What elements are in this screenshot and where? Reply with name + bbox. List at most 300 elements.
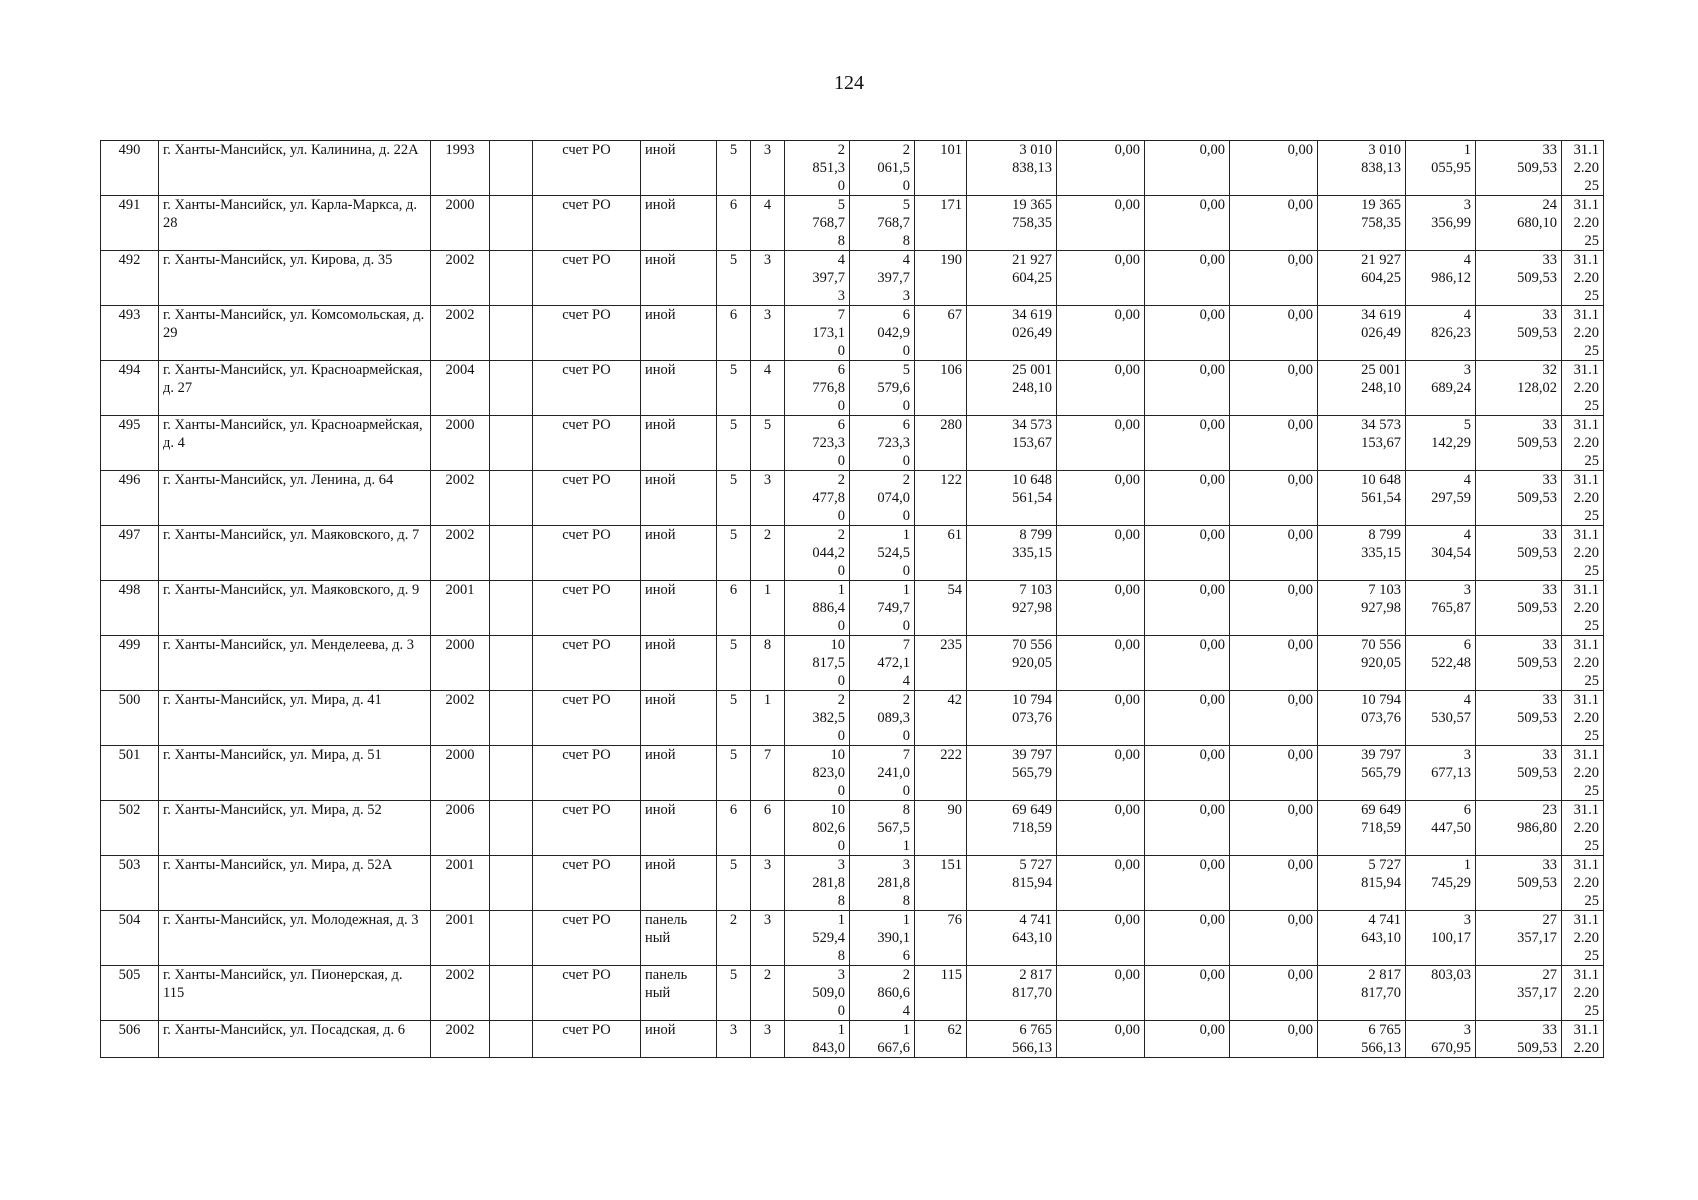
cost-b-cell: 0,00: [1145, 1021, 1230, 1058]
cost-c-cell: 0,00: [1230, 911, 1318, 966]
fund-method-cell: счет РО: [533, 526, 641, 581]
residents-cell: 280: [915, 416, 967, 471]
deadline-cell: 31.1 2.20 25: [1562, 746, 1604, 801]
wall-material-cell: иной: [641, 306, 717, 361]
total-cost-cell: 2 817 817,70: [967, 966, 1057, 1021]
address-cell: г. Ханты-Мансийск, ул. Менделеева, д. 3: [159, 636, 431, 691]
living-area-cell: 5 579,6 0: [850, 361, 915, 416]
fund-method-cell: счет РО: [533, 966, 641, 1021]
deadline-cell: 31.1 2.20 25: [1562, 306, 1604, 361]
residents-cell: 67: [915, 306, 967, 361]
cost-d-cell: 7 103 927,98: [1318, 581, 1406, 636]
limit-cost-cell: 33 509,53: [1476, 306, 1562, 361]
address-cell: г. Ханты-Мансийск, ул. Мира, д. 52А: [159, 856, 431, 911]
fund-method-cell: счет РО: [533, 196, 641, 251]
year-cell: 2002: [431, 1021, 490, 1058]
floors-cell: 6: [717, 196, 751, 251]
floors-cell: 5: [717, 691, 751, 746]
cost-d-cell: 5 727 815,94: [1318, 856, 1406, 911]
floors-cell: 5: [717, 746, 751, 801]
unit-cost-cell: 3 677,13: [1406, 746, 1476, 801]
floors-cell: 5: [717, 416, 751, 471]
table-row: [101, 306, 1604, 361]
unit-cost-cell: 3 765,87: [1406, 581, 1476, 636]
cost-a-cell: 0,00: [1057, 746, 1145, 801]
entrances-cell: 3: [751, 141, 785, 196]
table-row: [101, 911, 1604, 966]
total-area-cell: 6 723,3 0: [785, 416, 850, 471]
entrances-cell: 5: [751, 416, 785, 471]
address-cell: г. Ханты-Мансийск, ул. Красноармейская, д. 27: [159, 361, 431, 416]
empty-cell: [490, 636, 533, 691]
cost-a-cell: 0,00: [1057, 361, 1145, 416]
cost-b-cell: 0,00: [1145, 691, 1230, 746]
limit-cost-cell: 33 509,53: [1476, 581, 1562, 636]
unit-cost-cell: 4 986,12: [1406, 251, 1476, 306]
floors-cell: 6: [717, 801, 751, 856]
total-cost-cell: 39 797 565,79: [967, 746, 1057, 801]
address-cell: г. Ханты-Мансийск, ул. Маяковского, д. 9: [159, 581, 431, 636]
wall-material-cell: иной: [641, 141, 717, 196]
deadline-cell: 31.1 2.20 25: [1562, 361, 1604, 416]
total-area-cell: 10 802,6 0: [785, 801, 850, 856]
empty-cell: [490, 251, 533, 306]
deadline-cell: 31.1 2.20 25: [1562, 251, 1604, 306]
cost-d-cell: 39 797 565,79: [1318, 746, 1406, 801]
residents-cell: 190: [915, 251, 967, 306]
cost-b-cell: 0,00: [1145, 196, 1230, 251]
entrances-cell: 3: [751, 1021, 785, 1058]
living-area-cell: 6 042,9 0: [850, 306, 915, 361]
empty-cell: [490, 966, 533, 1021]
deadline-cell: 31.1 2.20 25: [1562, 636, 1604, 691]
cost-a-cell: 0,00: [1057, 581, 1145, 636]
wall-material-cell: иной: [641, 636, 717, 691]
entrances-cell: 4: [751, 361, 785, 416]
cost-d-cell: 19 365 758,35: [1318, 196, 1406, 251]
row-number: 502: [101, 801, 159, 856]
total-cost-cell: 8 799 335,15: [967, 526, 1057, 581]
cost-d-cell: 10 794 073,76: [1318, 691, 1406, 746]
limit-cost-cell: 27 357,17: [1476, 911, 1562, 966]
floors-cell: 5: [717, 636, 751, 691]
cost-c-cell: 0,00: [1230, 746, 1318, 801]
table-row: [101, 526, 1604, 581]
deadline-cell: 31.1 2.20 25: [1562, 966, 1604, 1021]
living-area-cell: 1 524,5 0: [850, 526, 915, 581]
address-cell: г. Ханты-Мансийск, ул. Маяковского, д. 7: [159, 526, 431, 581]
unit-cost-cell: 3 689,24: [1406, 361, 1476, 416]
cost-d-cell: 6 765 566,13: [1318, 1021, 1406, 1058]
residents-cell: 115: [915, 966, 967, 1021]
cost-d-cell: 21 927 604,25: [1318, 251, 1406, 306]
cost-b-cell: 0,00: [1145, 911, 1230, 966]
entrances-cell: 2: [751, 526, 785, 581]
floors-cell: 5: [717, 251, 751, 306]
address-cell: г. Ханты-Мансийск, ул. Мира, д. 41: [159, 691, 431, 746]
unit-cost-cell: 4 304,54: [1406, 526, 1476, 581]
cost-a-cell: 0,00: [1057, 196, 1145, 251]
cost-a-cell: 0,00: [1057, 141, 1145, 196]
address-cell: г. Ханты-Мансийск, ул. Карла-Маркса, д. 28: [159, 196, 431, 251]
residents-cell: 61: [915, 526, 967, 581]
wall-material-cell: иной: [641, 196, 717, 251]
living-area-cell: 2 089,3 0: [850, 691, 915, 746]
wall-material-cell: иной: [641, 416, 717, 471]
address-cell: г. Ханты-Мансийск, ул. Пионерская, д. 115: [159, 966, 431, 1021]
page-number: 124: [834, 72, 864, 94]
total-cost-cell: 5 727 815,94: [967, 856, 1057, 911]
table-row: [101, 471, 1604, 526]
limit-cost-cell: 33 509,53: [1476, 416, 1562, 471]
table-row: [101, 581, 1604, 636]
fund-method-cell: счет РО: [533, 471, 641, 526]
fund-method-cell: счет РО: [533, 416, 641, 471]
cost-d-cell: 34 619 026,49: [1318, 306, 1406, 361]
cost-d-cell: 70 556 920,05: [1318, 636, 1406, 691]
row-number: 503: [101, 856, 159, 911]
unit-cost-cell: 3 100,17: [1406, 911, 1476, 966]
total-area-cell: 6 776,8 0: [785, 361, 850, 416]
fund-method-cell: счет РО: [533, 801, 641, 856]
cost-c-cell: 0,00: [1230, 196, 1318, 251]
cost-d-cell: 69 649 718,59: [1318, 801, 1406, 856]
total-cost-cell: 10 648 561,54: [967, 471, 1057, 526]
year-cell: 2004: [431, 361, 490, 416]
total-cost-cell: 19 365 758,35: [967, 196, 1057, 251]
row-number: 496: [101, 471, 159, 526]
floors-cell: 5: [717, 526, 751, 581]
limit-cost-cell: 33 509,53: [1476, 251, 1562, 306]
living-area-cell: 1 390,1 6: [850, 911, 915, 966]
living-area-cell: 8 567,5 1: [850, 801, 915, 856]
deadline-cell: 31.1 2.20 25: [1562, 691, 1604, 746]
floors-cell: 5: [717, 966, 751, 1021]
total-cost-cell: 34 573 153,67: [967, 416, 1057, 471]
total-area-cell: 7 173,1 0: [785, 306, 850, 361]
address-cell: г. Ханты-Мансийск, ул. Калинина, д. 22А: [159, 141, 431, 196]
row-number: 500: [101, 691, 159, 746]
empty-cell: [490, 746, 533, 801]
year-cell: 2002: [431, 251, 490, 306]
fund-method-cell: счет РО: [533, 1021, 641, 1058]
total-cost-cell: 21 927 604,25: [967, 251, 1057, 306]
cost-b-cell: 0,00: [1145, 966, 1230, 1021]
residents-cell: 171: [915, 196, 967, 251]
year-cell: 2002: [431, 691, 490, 746]
year-cell: 2000: [431, 636, 490, 691]
year-cell: 2002: [431, 306, 490, 361]
unit-cost-cell: 5 142,29: [1406, 416, 1476, 471]
total-area-cell: 10 817,5 0: [785, 636, 850, 691]
year-cell: 2002: [431, 526, 490, 581]
table-row: [101, 416, 1604, 471]
table-row: [101, 966, 1604, 1021]
entrances-cell: 1: [751, 581, 785, 636]
cost-c-cell: 0,00: [1230, 141, 1318, 196]
total-area-cell: 4 397,7 3: [785, 251, 850, 306]
cost-c-cell: 0,00: [1230, 691, 1318, 746]
fund-method-cell: счет РО: [533, 141, 641, 196]
entrances-cell: 1: [751, 691, 785, 746]
floors-cell: 5: [717, 856, 751, 911]
table-row: [101, 1021, 1604, 1058]
empty-cell: [490, 581, 533, 636]
total-area-cell: 2 851,3 0: [785, 141, 850, 196]
total-cost-cell: 25 001 248,10: [967, 361, 1057, 416]
cost-c-cell: 0,00: [1230, 471, 1318, 526]
limit-cost-cell: 24 680,10: [1476, 196, 1562, 251]
row-number: 494: [101, 361, 159, 416]
wall-material-cell: панель ный: [641, 966, 717, 1021]
cost-c-cell: 0,00: [1230, 966, 1318, 1021]
cost-a-cell: 0,00: [1057, 416, 1145, 471]
address-cell: г. Ханты-Мансийск, ул. Мира, д. 52: [159, 801, 431, 856]
limit-cost-cell: 33 509,53: [1476, 636, 1562, 691]
cost-b-cell: 0,00: [1145, 636, 1230, 691]
cost-a-cell: 0,00: [1057, 856, 1145, 911]
empty-cell: [490, 801, 533, 856]
limit-cost-cell: 33 509,53: [1476, 471, 1562, 526]
fund-method-cell: счет РО: [533, 581, 641, 636]
unit-cost-cell: 6 447,50: [1406, 801, 1476, 856]
row-number: 501: [101, 746, 159, 801]
wall-material-cell: иной: [641, 251, 717, 306]
wall-material-cell: иной: [641, 746, 717, 801]
unit-cost-cell: 6 522,48: [1406, 636, 1476, 691]
cost-b-cell: 0,00: [1145, 471, 1230, 526]
address-cell: г. Ханты-Мансийск, ул. Посадская, д. 6: [159, 1021, 431, 1058]
floors-cell: 5: [717, 141, 751, 196]
residents-cell: 151: [915, 856, 967, 911]
entrances-cell: 3: [751, 251, 785, 306]
living-area-cell: 7 241,0 0: [850, 746, 915, 801]
year-cell: 1993: [431, 141, 490, 196]
cost-b-cell: 0,00: [1145, 581, 1230, 636]
unit-cost-cell: 3 670,95: [1406, 1021, 1476, 1058]
cost-c-cell: 0,00: [1230, 636, 1318, 691]
limit-cost-cell: 33 509,53: [1476, 856, 1562, 911]
deadline-cell: 31.1 2.20: [1562, 1021, 1604, 1058]
housing-registry-table: [100, 140, 1604, 1058]
total-cost-cell: 4 741 643,10: [967, 911, 1057, 966]
empty-cell: [490, 196, 533, 251]
cost-a-cell: 0,00: [1057, 801, 1145, 856]
unit-cost-cell: 4 826,23: [1406, 306, 1476, 361]
wall-material-cell: иной: [641, 801, 717, 856]
entrances-cell: 6: [751, 801, 785, 856]
limit-cost-cell: 33 509,53: [1476, 1021, 1562, 1058]
wall-material-cell: иной: [641, 1021, 717, 1058]
wall-material-cell: иной: [641, 581, 717, 636]
unit-cost-cell: 4 530,57: [1406, 691, 1476, 746]
deadline-cell: 31.1 2.20 25: [1562, 416, 1604, 471]
cost-c-cell: 0,00: [1230, 1021, 1318, 1058]
entrances-cell: 3: [751, 856, 785, 911]
living-area-cell: 4 397,7 3: [850, 251, 915, 306]
empty-cell: [490, 911, 533, 966]
cost-c-cell: 0,00: [1230, 416, 1318, 471]
unit-cost-cell: 803,03: [1406, 966, 1476, 1021]
fund-method-cell: счет РО: [533, 306, 641, 361]
entrances-cell: 3: [751, 911, 785, 966]
total-area-cell: 2 044,2 0: [785, 526, 850, 581]
total-area-cell: 2 477,8 0: [785, 471, 850, 526]
row-number: 491: [101, 196, 159, 251]
residents-cell: 42: [915, 691, 967, 746]
total-cost-cell: 69 649 718,59: [967, 801, 1057, 856]
empty-cell: [490, 306, 533, 361]
year-cell: 2000: [431, 416, 490, 471]
entrances-cell: 3: [751, 306, 785, 361]
cost-d-cell: 10 648 561,54: [1318, 471, 1406, 526]
cost-d-cell: 3 010 838,13: [1318, 141, 1406, 196]
floors-cell: 3: [717, 1021, 751, 1058]
row-number: 490: [101, 141, 159, 196]
deadline-cell: 31.1 2.20 25: [1562, 471, 1604, 526]
limit-cost-cell: 32 128,02: [1476, 361, 1562, 416]
total-area-cell: 1 529,4 8: [785, 911, 850, 966]
fund-method-cell: счет РО: [533, 361, 641, 416]
entrances-cell: 4: [751, 196, 785, 251]
empty-cell: [490, 141, 533, 196]
limit-cost-cell: 23 986,80: [1476, 801, 1562, 856]
total-area-cell: 3 509,0 0: [785, 966, 850, 1021]
living-area-cell: 2 061,5 0: [850, 141, 915, 196]
row-number: 506: [101, 1021, 159, 1058]
floors-cell: 6: [717, 581, 751, 636]
table-row: [101, 361, 1604, 416]
deadline-cell: 31.1 2.20 25: [1562, 911, 1604, 966]
cost-a-cell: 0,00: [1057, 251, 1145, 306]
limit-cost-cell: 33 509,53: [1476, 141, 1562, 196]
table-row: [101, 196, 1604, 251]
unit-cost-cell: 1 055,95: [1406, 141, 1476, 196]
residents-cell: 101: [915, 141, 967, 196]
cost-b-cell: 0,00: [1145, 746, 1230, 801]
wall-material-cell: панель ный: [641, 911, 717, 966]
year-cell: 2001: [431, 911, 490, 966]
cost-b-cell: 0,00: [1145, 856, 1230, 911]
limit-cost-cell: 27 357,17: [1476, 966, 1562, 1021]
unit-cost-cell: 4 297,59: [1406, 471, 1476, 526]
fund-method-cell: счет РО: [533, 636, 641, 691]
unit-cost-cell: 1 745,29: [1406, 856, 1476, 911]
deadline-cell: 31.1 2.20 25: [1562, 196, 1604, 251]
wall-material-cell: иной: [641, 691, 717, 746]
cost-c-cell: 0,00: [1230, 306, 1318, 361]
deadline-cell: 31.1 2.20 25: [1562, 141, 1604, 196]
cost-b-cell: 0,00: [1145, 526, 1230, 581]
cost-b-cell: 0,00: [1145, 801, 1230, 856]
living-area-cell: 2 860,6 4: [850, 966, 915, 1021]
table-row: [101, 801, 1604, 856]
floors-cell: 2: [717, 911, 751, 966]
year-cell: 2001: [431, 581, 490, 636]
living-area-cell: 1 667,6: [850, 1021, 915, 1058]
cost-c-cell: 0,00: [1230, 856, 1318, 911]
residents-cell: 54: [915, 581, 967, 636]
deadline-cell: 31.1 2.20 25: [1562, 581, 1604, 636]
empty-cell: [490, 691, 533, 746]
year-cell: 2001: [431, 856, 490, 911]
year-cell: 2002: [431, 471, 490, 526]
table-row: [101, 636, 1604, 691]
deadline-cell: 31.1 2.20 25: [1562, 856, 1604, 911]
empty-cell: [490, 856, 533, 911]
cost-a-cell: 0,00: [1057, 966, 1145, 1021]
cost-d-cell: 2 817 817,70: [1318, 966, 1406, 1021]
year-cell: 2002: [431, 966, 490, 1021]
total-cost-cell: 70 556 920,05: [967, 636, 1057, 691]
residents-cell: 76: [915, 911, 967, 966]
year-cell: 2000: [431, 746, 490, 801]
limit-cost-cell: 33 509,53: [1476, 746, 1562, 801]
entrances-cell: 8: [751, 636, 785, 691]
cost-c-cell: 0,00: [1230, 801, 1318, 856]
wall-material-cell: иной: [641, 526, 717, 581]
row-number: 505: [101, 966, 159, 1021]
fund-method-cell: счет РО: [533, 746, 641, 801]
entrances-cell: 3: [751, 471, 785, 526]
cost-d-cell: 8 799 335,15: [1318, 526, 1406, 581]
residents-cell: 122: [915, 471, 967, 526]
fund-method-cell: счет РО: [533, 911, 641, 966]
cost-d-cell: 4 741 643,10: [1318, 911, 1406, 966]
cost-d-cell: 34 573 153,67: [1318, 416, 1406, 471]
total-cost-cell: 6 765 566,13: [967, 1021, 1057, 1058]
floors-cell: 5: [717, 361, 751, 416]
empty-cell: [490, 526, 533, 581]
limit-cost-cell: 33 509,53: [1476, 691, 1562, 746]
table-row: [101, 141, 1604, 196]
row-number: 497: [101, 526, 159, 581]
total-cost-cell: 3 010 838,13: [967, 141, 1057, 196]
row-number: 495: [101, 416, 159, 471]
address-cell: г. Ханты-Мансийск, ул. Мира, д. 51: [159, 746, 431, 801]
total-area-cell: 5 768,7 8: [785, 196, 850, 251]
cost-b-cell: 0,00: [1145, 416, 1230, 471]
empty-cell: [490, 416, 533, 471]
fund-method-cell: счет РО: [533, 251, 641, 306]
row-number: 499: [101, 636, 159, 691]
table-row: [101, 856, 1604, 911]
cost-a-cell: 0,00: [1057, 471, 1145, 526]
total-area-cell: 3 281,8 8: [785, 856, 850, 911]
cost-b-cell: 0,00: [1145, 141, 1230, 196]
living-area-cell: 5 768,7 8: [850, 196, 915, 251]
address-cell: г. Ханты-Мансийск, ул. Кирова, д. 35: [159, 251, 431, 306]
cost-a-cell: 0,00: [1057, 911, 1145, 966]
cost-c-cell: 0,00: [1230, 526, 1318, 581]
total-area-cell: 10 823,0 0: [785, 746, 850, 801]
living-area-cell: 6 723,3 0: [850, 416, 915, 471]
row-number: 498: [101, 581, 159, 636]
residents-cell: 235: [915, 636, 967, 691]
total-area-cell: 2 382,5 0: [785, 691, 850, 746]
cost-c-cell: 0,00: [1230, 251, 1318, 306]
cost-a-cell: 0,00: [1057, 306, 1145, 361]
address-cell: г. Ханты-Мансийск, ул. Комсомольская, д. 29: [159, 306, 431, 361]
row-number: 493: [101, 306, 159, 361]
address-cell: г. Ханты-Мансийск, ул. Ленина, д. 64: [159, 471, 431, 526]
empty-cell: [490, 471, 533, 526]
residents-cell: 90: [915, 801, 967, 856]
cost-c-cell: 0,00: [1230, 581, 1318, 636]
limit-cost-cell: 33 509,53: [1476, 526, 1562, 581]
wall-material-cell: иной: [641, 856, 717, 911]
unit-cost-cell: 3 356,99: [1406, 196, 1476, 251]
